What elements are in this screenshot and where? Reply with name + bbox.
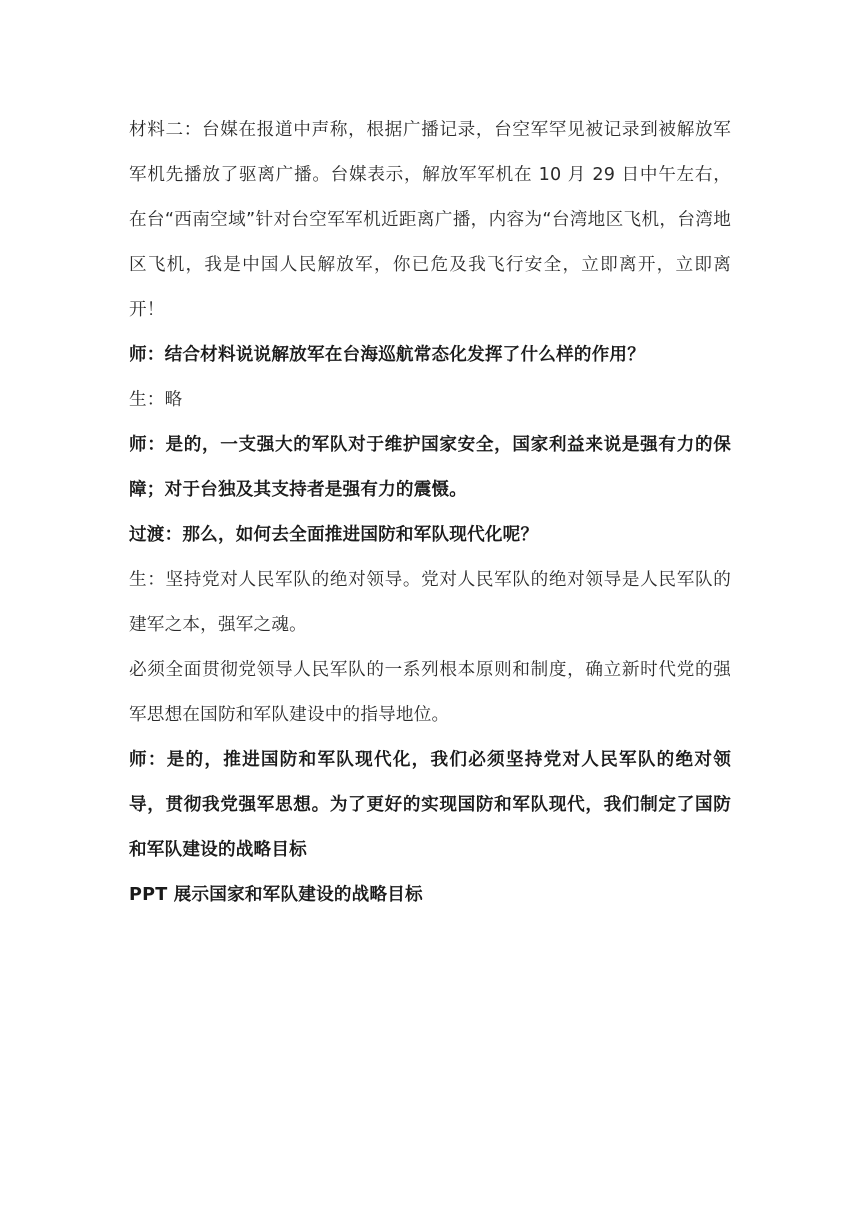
paragraph-material-two: 材料二：台媒在报道中声称，根据广播记录，台空军罕见被记录到被解放军军机先播放了驱离广播。台媒表示，解放军军机在 10 月 29 日中午左右，在台“西南空域”针对台空军军机近距离广播，内容为“台湾地区飞机，台湾地区飞机，我是中国人民解放军，你已危及我飞行安全，立即离开，立即离开！	[129, 120, 731, 320]
paragraph-student-answer-brief: 生：略	[129, 390, 183, 410]
paragraph-teacher-conclusion: 师：是的，推进国防和军队现代化，我们必须坚持党对人民军队的绝对领导，贯彻我党强军思想。为了更好的实现国防和军队现代，我们制定了国防和军队建设的战略目标	[129, 750, 731, 860]
paragraph-ppt-note: PPT 展示国家和军队建设的战略目标	[129, 885, 423, 905]
paragraph-teacher-question: 师：结合材料说说解放军在台海巡航常态化发挥了什么样的作用？	[129, 345, 646, 365]
paragraph-transition: 过渡：那么，如何去全面推进国防和军队现代化呢？	[129, 525, 539, 545]
paragraph-teacher-summary: 师：是的，一支强大的军队对于维护国家安全，国家利益来说是强有力的保障；对于台独及其支持者是强有力的震慑。	[129, 435, 731, 500]
document-body	[129, 108, 731, 918]
paragraph-student-answer: 生：坚持党对人民军队的绝对领导。党对人民军队的绝对领导是人民军队的建军之本，强军之魂。	[129, 570, 731, 635]
paragraph-principles: 必须全面贯彻党领导人民军队的一系列根本原则和制度，确立新时代党的强军思想在国防和军队建设中的指导地位。	[129, 660, 731, 725]
